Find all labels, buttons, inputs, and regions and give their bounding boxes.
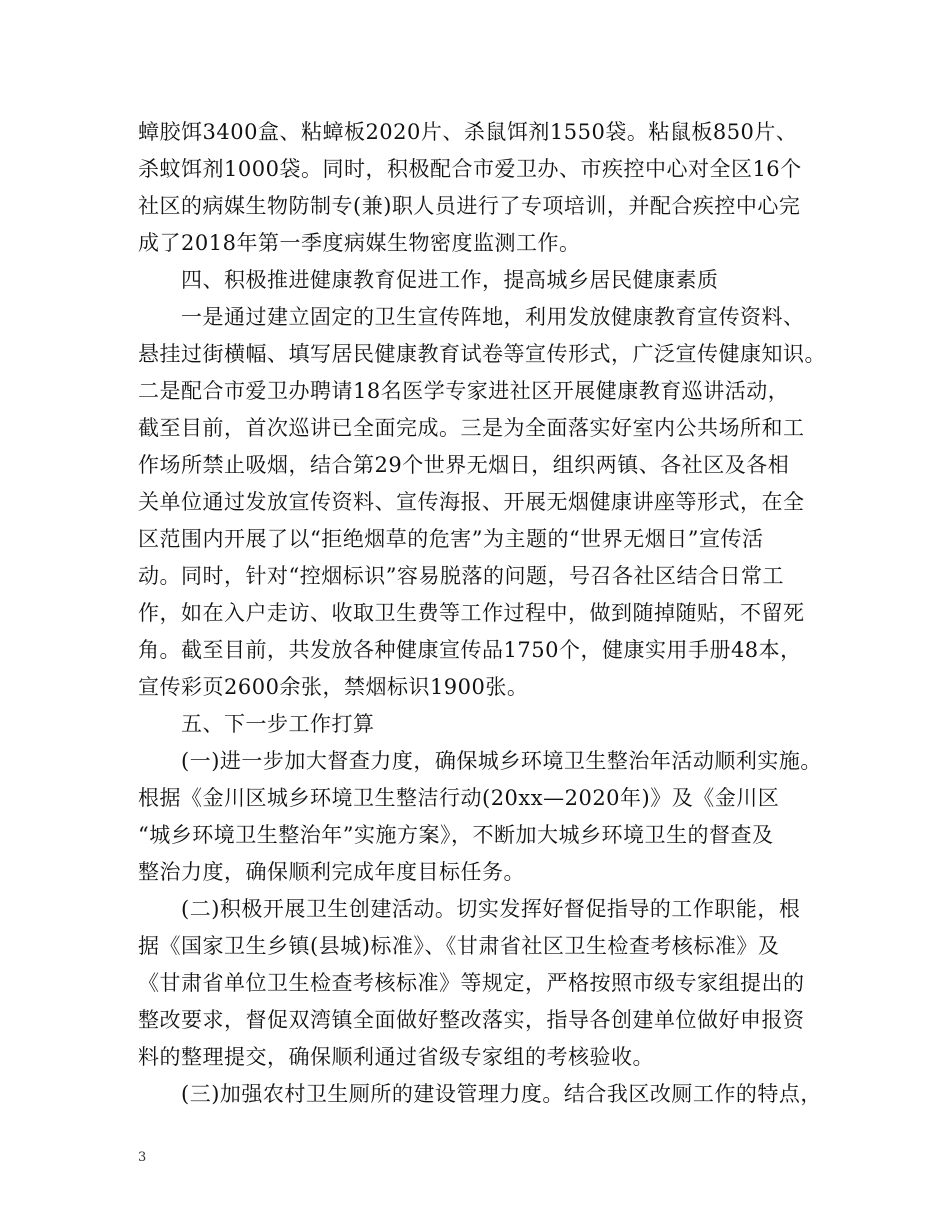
text-line: 一是通过建立固定的卫生宣传阵地，利用发放健康教育宣传资料、 <box>138 305 805 329</box>
text-line: 杀蚊饵剂1000袋。同时，积极配合市爱卫办、市疾控中心对全区16个 <box>138 157 802 181</box>
text-line: 区范围内开展了以“拒绝烟草的危害”为主题的“世界无烟日”宣传活 <box>138 527 764 551</box>
text-line: 社区的病媒生物防制专(兼)职人员进行了专项培训，并配合疾控中心完 <box>138 194 801 218</box>
text-line: 宣传彩页2600余张，禁烟标识1900张。 <box>138 675 529 699</box>
text-line: “城乡环境卫生整治年”实施方案》，不断加大城乡环境卫生的督查及 <box>138 823 774 847</box>
text-line: (一)进一步加大督查力度，确保城乡环境卫生整治年活动顺利实施。 <box>138 749 822 773</box>
text-line: 作场所禁止吸烟，结合第29个世界无烟日，组织两镇、各社区及各相 <box>138 453 790 477</box>
text-line: 悬挂过街横幅、填写居民健康教育试卷等宣传形式，广泛宣传健康知识。 <box>138 342 826 366</box>
text-line: 动。同时，针对“控烟标识”容易脱落的问题，号召各社区结合日常工 <box>138 564 784 588</box>
text-line: 关单位通过发放宣传资料、宣传海报、开展无烟健康讲座等形式，在全 <box>138 490 805 514</box>
text-line: (三)加强农村卫生厕所的建设管理力度。结合我区改厕工作的特点， <box>138 1082 822 1106</box>
text-line: 蟑胶饵3400盒、粘蟑板2020片、杀鼠饵剂1550袋。粘鼠板850片、 <box>138 120 798 144</box>
section-heading: 四、积极推进健康教育促进工作，提高城乡居民健康素质 <box>138 268 719 292</box>
text-line: 角。截至目前，共发放各种健康宣传品1750个，健康实用手册48本， <box>138 638 802 662</box>
text-line: 料的整理提交，确保顺利通过省级专家组的考核验收。 <box>138 1045 654 1069</box>
text-line: 据《国家卫生乡镇(县城)标准》、《甘肃省社区卫生检查考核标准》及 <box>138 934 780 958</box>
section-heading: 五、下一步工作打算 <box>138 712 375 736</box>
text-line: 《甘肃省单位卫生检查考核标准》等规定，严格按照市级专家组提出的 <box>138 971 805 995</box>
text-line: 整治力度，确保顺利完成年度目标任务。 <box>138 860 525 884</box>
text-line: 根据《金川区城乡环境卫生整洁行动(20xx—2020年)》及《金川区 <box>138 786 780 810</box>
text-line: 成了2018年第一季度病媒生物密度监测工作。 <box>138 231 581 255</box>
page-number: 3 <box>138 1150 147 1165</box>
text-line: 截至目前，首次巡讲已全面完成。三是为全面落实好室内公共场所和工 <box>138 416 805 440</box>
text-line: (二)积极开展卫生创建活动。切实发挥好督促指导的工作职能，根 <box>138 897 801 921</box>
text-line: 整改要求，督促双湾镇全面做好整改落实，指导各创建单位做好申报资 <box>138 1008 805 1032</box>
text-line: 二是配合市爱卫办聘请18名医学专家进社区开展健康教育巡讲活动， <box>138 379 790 403</box>
text-line: 作，如在入户走访、收取卫生费等工作过程中，做到随掉随贴，不留死 <box>138 601 805 625</box>
